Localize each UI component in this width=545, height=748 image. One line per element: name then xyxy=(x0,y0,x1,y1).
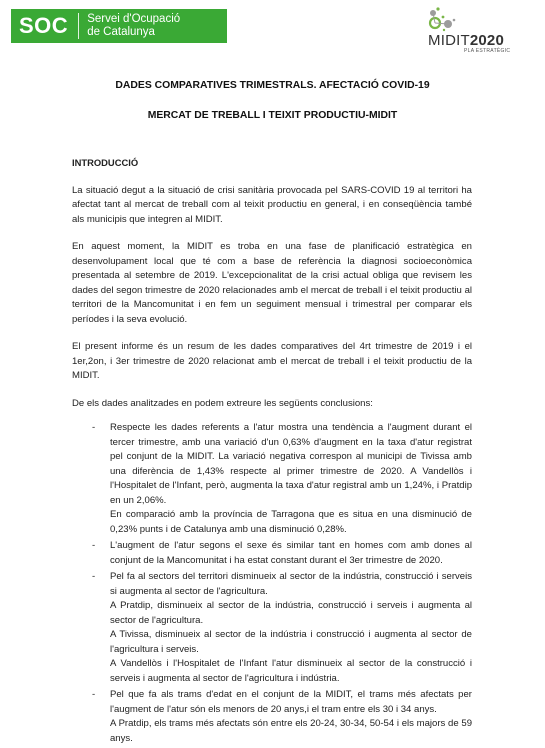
midit-logo xyxy=(424,6,524,54)
soc-logo-text xyxy=(79,13,180,39)
list-item-text: Pel que fa als trams d'edat en el conjunt de la MIDIT, el trams més afectats per l'augment de l'atur són els menors de 20 anys,i el tram entre els 30 i 34 anys. xyxy=(110,689,472,715)
list-item-text: L'augment de l'atur segons el sexe és similar tant en homes com amb dones al conjunt de la Mancomunitat i ha estat constant durant el 3er trimestre de 2020. xyxy=(110,540,472,566)
list-dash: - xyxy=(92,571,96,582)
paragraph: La situació degut a la situació de crisi sanitària provocada pel SARS-COVID 19 al territori ha afectat tant al mercat de treball com al teixit productiu en general, i en conseqüència també als municipis que integren al MIDIT. xyxy=(72,184,472,225)
soc-logo-mark: SOC xyxy=(11,13,79,39)
midit-logo-subtitle: PLA ESTRATÈGIC xyxy=(464,48,511,54)
list-item-text: Pel fa al sectors del territori disminueix al sector de la indústria, construcció i serveis si augmenta al sector de l'agricultura. xyxy=(110,571,472,597)
midit-name: MIDIT xyxy=(428,32,470,49)
document-title: DADES COMPARATIVES TRIMESTRALS. AFECTACIÓ COVID-19 xyxy=(115,80,430,91)
list-item-text: A Pratdip, els trams més afectats són entre els 20-24, 30-34, 50-54 i els majors de 59 anys. xyxy=(110,718,472,744)
page-header xyxy=(0,0,545,62)
section-heading: INTRODUCCIÓ xyxy=(72,157,139,168)
list-dash: - xyxy=(92,422,96,433)
midit-year: 2020 xyxy=(469,32,504,49)
list-item xyxy=(92,688,472,746)
soc-name-line2: de Catalunya xyxy=(87,26,155,38)
list-item-text: A Pratdip, disminueix al sector de la indústria, construcció i serveis i augmenta al sector de l'agricultura. xyxy=(110,600,472,626)
document-body xyxy=(72,156,472,748)
paragraph: El present informe és un resum de les dades comparatives del 4rt trimestre de 2019 i el 1er,2on, i 3er trimestre de 2020 relacionat amb el mercat de treball i el teixit productiu de la MIDIT. xyxy=(72,341,472,381)
paragraph: En aquest moment, la MIDIT es troba en una fase de planificació estratègica en desenvolupament local que té com a base de referència la diagnosi socioeconòmica presentada al setembre de 2019. L'excepcionalitat de la crisi actual obliga que revisem les dades del segon trimestre de 2020 relacionades amb el mercat de treball i el teixit productiu al territori de la Mancomunitat i en fem un seguiment mensual i trimestral per comparar els períodes i la seva evolució. xyxy=(72,241,472,325)
conclusions-list xyxy=(72,421,472,746)
list-item-text: Respecte les dades referents a l'atur mostra una tendència a l'augment durant el tercer trimestre, amb una variació d'un 0,63% d'augment en la taxa d'atur registrat pel conjunt de la MIDIT. La variació negativa correspon al municipi de Tivissa amb una diferència de 1,43% respecte al primer trimestre de 2020. A Vandellòs i l'Hospitalet de l'Infant, però, augmenta la taxa d'atur registral amb un 1,24%, i Pratdip en un 2,06%. xyxy=(110,422,472,506)
paragraph: De els dades analitzades en podem extreure les següents conclusions: xyxy=(72,397,373,409)
soc-logo xyxy=(11,9,227,43)
list-item-text: A Vandellòs i l'Hospitalet de l'Infant l'atur disminueix al sector de la construcció i serveis i augmenta al sector de l'agricultura i indústria. xyxy=(110,658,472,684)
list-item xyxy=(92,570,472,686)
soc-name-line1: Servei d'Ocupació xyxy=(87,13,181,25)
midit-logo-wordmark xyxy=(428,32,504,49)
list-item xyxy=(92,539,472,568)
list-dash: - xyxy=(92,689,96,700)
list-dash: - xyxy=(92,540,96,551)
list-item-text: En comparació amb la província de Tarragona que es situa en una disminució de 0,23% punts i de Catalunya amb una disminució 0,28%. xyxy=(110,509,472,535)
list-item-text: A Tivissa, disminueix al sector de la indústria i construcció i augmenta al sector de l'agricultura i serveis. xyxy=(110,629,472,655)
list-item xyxy=(92,421,472,537)
document-subtitle: MERCAT DE TREBALL I TEIXIT PRODUCTIU-MIDIT xyxy=(147,110,398,121)
